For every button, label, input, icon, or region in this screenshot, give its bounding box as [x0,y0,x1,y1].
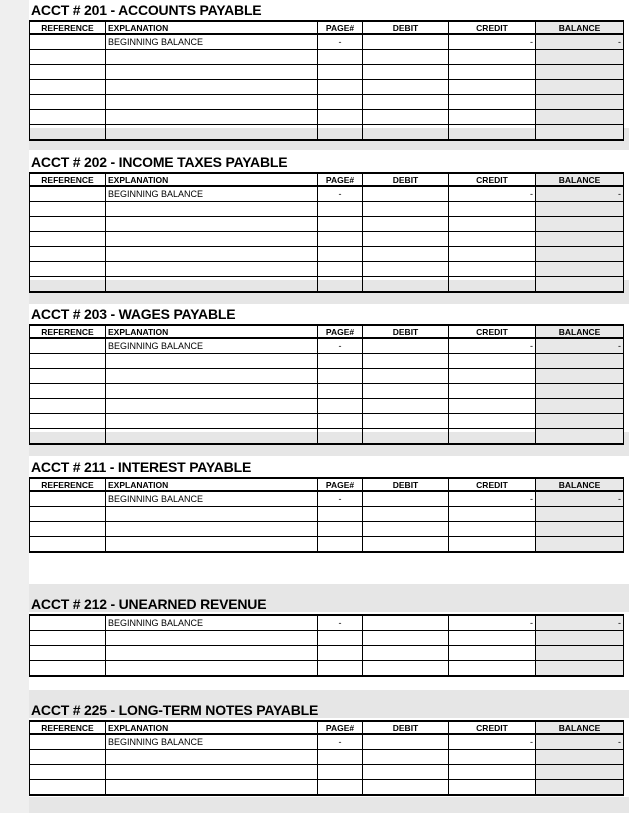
balance-cell [536,217,624,232]
page-cell[interactable] [318,399,363,414]
table-row [30,186,624,202]
balance-cell [536,247,624,262]
debit-cell[interactable] [363,631,449,646]
col-balance: BALANCE [536,721,624,734]
table-row [30,491,624,507]
balance-cell [536,369,624,384]
explanation-cell[interactable] [106,429,318,445]
account-212 [29,594,623,677]
col-page: PAGE# [318,478,363,491]
explanation-cell[interactable]: BEGINNING BALANCE [106,186,318,202]
explanation-cell[interactable] [106,277,318,293]
debit-cell[interactable] [363,125,449,141]
header-row [30,325,624,338]
col-explanation: EXPLANATION [106,721,318,734]
account-225 [29,700,623,796]
debit-cell[interactable] [363,369,449,384]
balance-cell [536,262,624,277]
table-row [30,399,624,414]
page-cell[interactable] [318,247,363,262]
page-cell[interactable] [318,522,363,537]
balance-cell [536,65,624,80]
explanation-cell[interactable] [106,661,318,677]
explanation-cell[interactable] [106,232,318,247]
reference-cell[interactable] [30,537,106,553]
balance-cell [536,429,624,445]
reference-cell[interactable] [30,125,106,141]
header-row [30,173,624,186]
debit-cell[interactable] [363,522,449,537]
explanation-cell[interactable] [106,780,318,796]
page-cell[interactable] [318,110,363,125]
debit-cell[interactable] [363,354,449,369]
table-row [30,384,624,399]
credit-cell[interactable] [449,661,536,677]
balance-cell: - [536,338,624,354]
explanation-cell[interactable] [106,354,318,369]
debit-cell[interactable] [363,95,449,110]
debit-cell[interactable] [363,262,449,277]
page-cell[interactable]: - [318,734,363,750]
explanation-cell[interactable] [106,522,318,537]
col-explanation: EXPLANATION [106,173,318,186]
explanation-cell[interactable] [106,217,318,232]
col-balance: BALANCE [536,173,624,186]
table-row [30,631,624,646]
explanation-cell[interactable] [106,65,318,80]
credit-cell[interactable]: - [449,734,536,750]
reference-cell[interactable] [30,354,106,369]
table-row [30,354,624,369]
reference-cell[interactable] [30,247,106,262]
page-cell[interactable] [318,414,363,429]
table-row [30,262,624,277]
page-cell[interactable] [318,217,363,232]
balance-cell: - [536,491,624,507]
table-row [30,522,624,537]
table-row [30,217,624,232]
col-credit: CREDIT [449,478,536,491]
page-cell[interactable] [318,80,363,95]
credit-cell[interactable] [449,646,536,661]
table-row [30,50,624,65]
credit-cell[interactable]: - [449,186,536,202]
debit-cell[interactable] [363,507,449,522]
debit-cell[interactable] [363,414,449,429]
header-row [30,478,624,491]
reference-cell[interactable] [30,110,106,125]
account-202 [29,152,623,293]
reference-cell[interactable] [30,262,106,277]
debit-cell[interactable] [363,50,449,65]
table-row [30,780,624,796]
page-cell[interactable]: - [318,338,363,354]
balance-cell [536,780,624,796]
page-cell[interactable]: - [318,186,363,202]
credit-cell[interactable] [449,522,536,537]
reference-cell[interactable] [30,217,106,232]
credit-cell[interactable] [449,232,536,247]
balance-cell [536,646,624,661]
table-row [30,65,624,80]
debit-cell[interactable] [363,646,449,661]
balance-cell [536,125,624,141]
table-row [30,661,624,677]
account-title: ACCT # 203 - WAGES PAYABLE [31,306,236,322]
balance-cell [536,414,624,429]
ledger-table [29,720,624,796]
balance-cell [536,202,624,217]
balance-cell [536,631,624,646]
debit-cell[interactable] [363,186,449,202]
table-row [30,202,624,217]
reference-cell[interactable] [30,765,106,780]
col-reference: REFERENCE [30,478,106,491]
reference-cell[interactable] [30,414,106,429]
debit-cell[interactable] [363,750,449,765]
col-explanation: EXPLANATION [106,21,318,34]
header-row [30,721,624,734]
table-row [30,615,624,631]
explanation-cell[interactable] [106,95,318,110]
reference-cell[interactable] [30,734,106,750]
header-row [30,21,624,34]
ledger-table [29,324,624,445]
explanation-cell[interactable] [106,384,318,399]
balance-cell [536,661,624,677]
balance-cell [536,522,624,537]
page-cell[interactable] [318,661,363,677]
explanation-cell[interactable]: BEGINNING BALANCE [106,491,318,507]
col-debit: DEBIT [363,325,449,338]
explanation-cell[interactable] [106,537,318,553]
reference-cell[interactable] [30,615,106,631]
explanation-cell[interactable] [106,50,318,65]
credit-cell[interactable] [449,125,536,141]
explanation-cell[interactable] [106,247,318,262]
debit-cell[interactable] [363,661,449,677]
page-cell[interactable] [318,765,363,780]
credit-cell[interactable] [449,537,536,553]
explanation-cell[interactable] [106,646,318,661]
ledger-table [29,20,624,141]
explanation-cell[interactable] [106,110,318,125]
debit-cell[interactable] [363,338,449,354]
balance-cell [536,765,624,780]
balance-cell [536,354,624,369]
explanation-cell[interactable]: BEGINNING BALANCE [106,34,318,50]
explanation-cell[interactable]: BEGINNING BALANCE [106,734,318,750]
col-credit: CREDIT [449,21,536,34]
credit-cell[interactable] [449,277,536,293]
reference-cell[interactable] [30,232,106,247]
table-row [30,277,624,293]
credit-cell[interactable] [449,217,536,232]
explanation-cell[interactable] [106,765,318,780]
col-debit: DEBIT [363,721,449,734]
table-row [30,414,624,429]
page-cell[interactable] [318,537,363,553]
reference-cell[interactable] [30,750,106,765]
reference-cell[interactable] [30,202,106,217]
table-row [30,232,624,247]
account-title: ACCT # 211 - INTEREST PAYABLE [31,459,252,475]
reference-cell[interactable] [30,369,106,384]
balance-cell [536,750,624,765]
debit-cell[interactable] [363,217,449,232]
table-row [30,646,624,661]
debit-cell[interactable] [363,384,449,399]
table-row [30,34,624,50]
credit-cell[interactable] [449,507,536,522]
table-row [30,247,624,262]
explanation-cell[interactable] [106,369,318,384]
credit-cell[interactable] [449,202,536,217]
credit-cell[interactable] [449,399,536,414]
col-balance: BALANCE [536,325,624,338]
debit-cell[interactable] [363,232,449,247]
credit-cell[interactable] [449,429,536,445]
debit-cell[interactable] [363,65,449,80]
reference-cell[interactable] [30,507,106,522]
account-203 [29,304,623,445]
explanation-cell[interactable] [106,414,318,429]
balance-cell [536,399,624,414]
reference-cell[interactable] [30,384,106,399]
account-201 [29,0,623,141]
credit-cell[interactable] [449,80,536,95]
col-reference: REFERENCE [30,325,106,338]
col-debit: DEBIT [363,21,449,34]
col-balance: BALANCE [536,478,624,491]
table-row [30,507,624,522]
reference-cell[interactable] [30,491,106,507]
ledger-table [29,477,624,553]
debit-cell[interactable] [363,80,449,95]
page-cell[interactable] [318,750,363,765]
credit-cell[interactable] [449,95,536,110]
reference-cell[interactable] [30,338,106,354]
page-cell[interactable] [318,354,363,369]
balance-cell [536,277,624,293]
credit-cell[interactable] [449,750,536,765]
table-row [30,750,624,765]
debit-cell[interactable] [363,202,449,217]
reference-cell[interactable] [30,80,106,95]
debit-cell[interactable] [363,110,449,125]
ledger-table [29,172,624,293]
debit-cell[interactable] [363,765,449,780]
page-cell[interactable] [318,631,363,646]
reference-cell[interactable] [30,186,106,202]
account-211 [29,457,623,553]
debit-cell[interactable] [363,247,449,262]
explanation-cell[interactable] [106,202,318,217]
credit-cell[interactable]: - [449,338,536,354]
debit-cell[interactable] [363,399,449,414]
balance-cell: - [536,615,624,631]
account-title: ACCT # 225 - LONG-TERM NOTES PAYABLE [31,702,319,718]
ledger-sheet [29,0,629,813]
page-cell[interactable] [318,202,363,217]
col-debit: DEBIT [363,173,449,186]
balance-cell: - [536,34,624,50]
reference-cell[interactable] [30,522,106,537]
table-row [30,537,624,553]
explanation-cell[interactable] [106,262,318,277]
credit-cell[interactable] [449,65,536,80]
reference-cell[interactable] [30,95,106,110]
explanation-cell[interactable] [106,750,318,765]
col-page: PAGE# [318,173,363,186]
col-debit: DEBIT [363,478,449,491]
col-page: PAGE# [318,721,363,734]
page-cell[interactable]: - [318,34,363,50]
credit-cell[interactable] [449,780,536,796]
balance-cell [536,95,624,110]
reference-cell[interactable] [30,34,106,50]
reference-cell[interactable] [30,661,106,677]
balance-cell [536,507,624,522]
page-cell[interactable] [318,65,363,80]
separator-band [29,797,629,813]
ledger-table [29,614,624,677]
page-cell[interactable] [318,50,363,65]
balance-cell [536,110,624,125]
balance-cell [536,50,624,65]
page-cell[interactable] [318,277,363,293]
explanation-cell[interactable]: BEGINNING BALANCE [106,615,318,631]
debit-cell[interactable] [363,615,449,631]
table-row [30,95,624,110]
reference-cell[interactable] [30,646,106,661]
explanation-cell[interactable] [106,399,318,414]
col-reference: REFERENCE [30,173,106,186]
debit-cell[interactable] [363,734,449,750]
credit-cell[interactable] [449,50,536,65]
page-cell[interactable] [318,125,363,141]
balance-cell [536,537,624,553]
reference-cell[interactable] [30,50,106,65]
table-row [30,429,624,445]
explanation-cell[interactable]: BEGINNING BALANCE [106,338,318,354]
table-row [30,125,624,141]
credit-cell[interactable] [449,354,536,369]
credit-cell[interactable] [449,369,536,384]
debit-cell[interactable] [363,277,449,293]
col-explanation: EXPLANATION [106,325,318,338]
col-reference: REFERENCE [30,21,106,34]
account-title: ACCT # 212 - UNEARNED REVENUE [31,596,267,612]
page-cell[interactable] [318,507,363,522]
reference-cell[interactable] [30,277,106,293]
balance-cell: - [536,734,624,750]
explanation-cell[interactable] [106,631,318,646]
table-row [30,369,624,384]
credit-cell[interactable] [449,110,536,125]
explanation-cell[interactable] [106,80,318,95]
left-margin [0,0,29,813]
page-cell[interactable] [318,384,363,399]
balance-cell [536,80,624,95]
page-cell[interactable] [318,780,363,796]
col-page: PAGE# [318,325,363,338]
col-reference: REFERENCE [30,721,106,734]
page-cell[interactable]: - [318,615,363,631]
credit-cell[interactable]: - [449,491,536,507]
debit-cell[interactable] [363,780,449,796]
debit-cell[interactable] [363,429,449,445]
credit-cell[interactable] [449,247,536,262]
page-cell[interactable] [318,646,363,661]
reference-cell[interactable] [30,780,106,796]
reference-cell[interactable] [30,399,106,414]
credit-cell[interactable] [449,414,536,429]
debit-cell[interactable] [363,491,449,507]
credit-cell[interactable] [449,631,536,646]
balance-cell [536,384,624,399]
debit-cell[interactable] [363,537,449,553]
table-row [30,80,624,95]
account-title: ACCT # 201 - ACCOUNTS PAYABLE [31,2,262,18]
credit-cell[interactable]: - [449,615,536,631]
explanation-cell[interactable] [106,507,318,522]
col-explanation: EXPLANATION [106,478,318,491]
page-cell[interactable] [318,369,363,384]
table-row [30,765,624,780]
page-cell[interactable] [318,429,363,445]
table-row [30,338,624,354]
col-balance: BALANCE [536,21,624,34]
col-page: PAGE# [318,21,363,34]
explanation-cell[interactable] [106,125,318,141]
page-cell[interactable] [318,95,363,110]
credit-cell[interactable] [449,262,536,277]
account-title: ACCT # 202 - INCOME TAXES PAYABLE [31,154,288,170]
page-cell[interactable] [318,232,363,247]
credit-cell[interactable] [449,384,536,399]
col-credit: CREDIT [449,325,536,338]
balance-cell [536,232,624,247]
credit-cell[interactable] [449,765,536,780]
credit-cell[interactable]: - [449,34,536,50]
reference-cell[interactable] [30,429,106,445]
reference-cell[interactable] [30,65,106,80]
page-cell[interactable]: - [318,491,363,507]
balance-cell: - [536,186,624,202]
col-credit: CREDIT [449,721,536,734]
reference-cell[interactable] [30,631,106,646]
page-cell[interactable] [318,262,363,277]
table-row [30,110,624,125]
col-credit: CREDIT [449,173,536,186]
table-row [30,734,624,750]
debit-cell[interactable] [363,34,449,50]
